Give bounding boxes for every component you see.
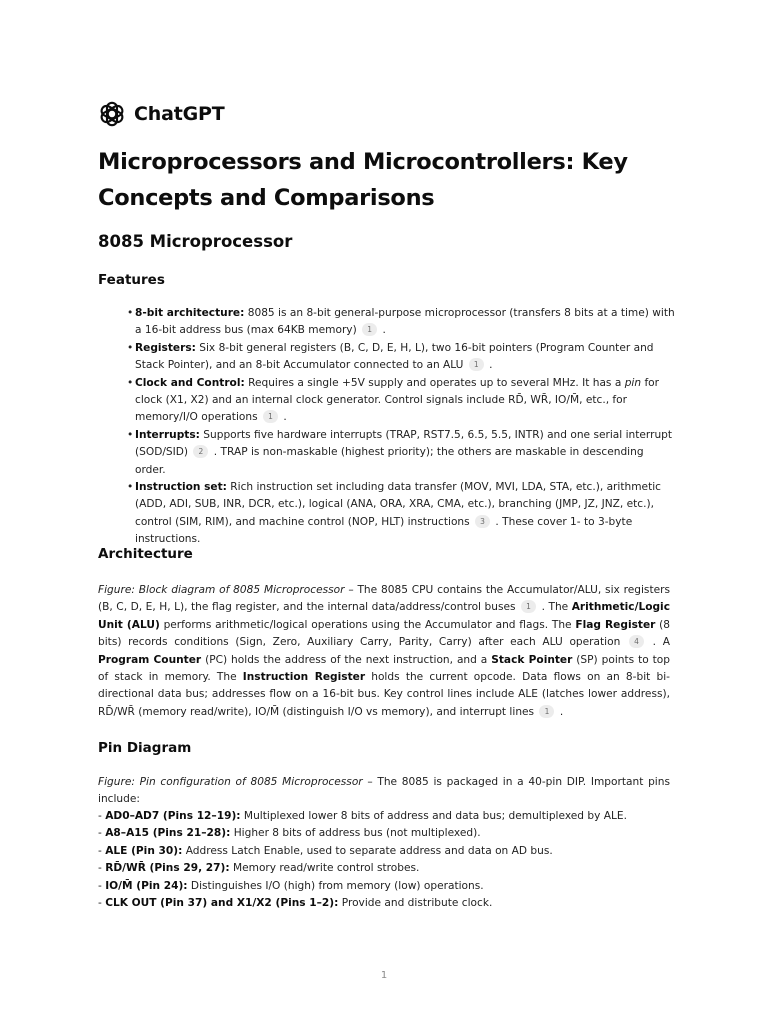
pin-item: - RD̄/WR̄ (Pins 29, 27): Memory read/write control strobes.: [98, 862, 420, 875]
page-title: Microprocessors and Microcontrollers: Key Concepts and Comparisons: [98, 149, 628, 211]
figure-caption: Figure: Pin configuration of 8085 Microprocessor: [98, 776, 363, 788]
pin-item: - A8–A15 (Pins 21–28): Higher 8 bits of address bus (not multiplexed).: [98, 827, 481, 840]
feature-item: • Instruction set: Rich instruction set including data transfer (MOV, MVI, LDA, STA, etc.), arithmetic (ADD, ADI, SUB, INR, DCR, etc.), logical (ANA, ORA, XRA, CMA, etc.), branching (JMP, JZ, JNZ, etc.), control (SIM, RIM), and machine control (NOP, HLT) instructions 3 . These cover 1- to 3-byte instructions.: [135, 479, 675, 549]
openai-logo-icon: [98, 100, 126, 128]
pin-item: - ALE (Pin 30): Address Latch Enable, used to separate address and data on AD bus.: [98, 844, 553, 857]
architecture-paragraph: Figure: Block diagram of 8085 Microprocessor – The 8085 CPU contains the Accumulator/ALU, six registers (B, C, D, E, H, L), the flag register, and the internal data/address/control buses 1 . The Arithmetic/Logic Unit (ALU) performs arithmetic/logical operations using the Accumulator and flags. The Flag Register (8 bits) records conditions (Sign, Zero, Auxiliary Carry, Parity, Carry) after each ALU operation 4 . A Program Counter (PC) holds the address of the next instruction, and a Stack Pointer (SP) points to top of stack in memory. The Instruction Register holds the current opcode. Data flows on an 8-bit bi-directional data bus; addresses flow on a 16-bit bus. Key control lines include ALE (latches lower address), RD̄/WR̄ (memory read/write), IO/M̄ (distinguish I/O vs memory), and interrupt lines 1 .: [98, 584, 671, 718]
citation-badge[interactable]: 1: [263, 410, 278, 423]
brand-name: ChatGPT: [134, 103, 225, 125]
feature-item: • Registers: Six 8-bit general registers (B, C, D, E, H, L), two 16-bit pointers (Program Counter and Stack Pointer), and an 8-bit Accumulator connected to an ALU 1 .: [135, 340, 675, 375]
citation-badge[interactable]: 1: [469, 358, 484, 371]
pin-item: - AD0–AD7 (Pins 12–19): Multiplexed lower 8 bits of address and data bus; demultiplexed by ALE.: [98, 810, 627, 822]
feature-item: • 8-bit architecture: 8085 is an 8-bit general-purpose microprocessor (transfers 8 bits at a time) with a 16-bit address bus (max 64KB memory) 1 .: [135, 305, 675, 340]
pin-item: - CLK OUT (Pin 37) and X1/X2 (Pins 1–2): Provide and distribute clock.: [98, 897, 493, 910]
features-heading: Features: [98, 272, 165, 288]
pin-list: [98, 808, 670, 912]
architecture-heading: Architecture: [98, 546, 193, 562]
page-number: 1: [380, 970, 388, 981]
figure-caption: Figure: Block diagram of 8085 Microprocessor: [98, 584, 345, 596]
citation-badge[interactable]: 2: [193, 445, 208, 458]
citation-badge[interactable]: 4: [629, 635, 644, 648]
features-list: [135, 305, 675, 549]
brand-header: [98, 100, 224, 128]
citation-badge[interactable]: 3: [475, 515, 490, 528]
citation-badge[interactable]: 1: [539, 705, 554, 718]
feature-item: • Interrupts: Supports five hardware interrupts (TRAP, RST7.5, 6.5, 5.5, INTR) and one serial interrupt (SOD/SID) 2 . TRAP is non-maskable (highest priority); the others are maskable in descending order.: [135, 427, 675, 479]
citation-badge[interactable]: 1: [521, 600, 536, 613]
feature-item: • Clock and Control: Requires a single +5V supply and operates up to several MHz. It has a pin for clock (X1, X2) and an internal clock generator. Control signals include RD̄, WR̄, IO/M̄, etc., for memory/I/O operations 1 .: [135, 375, 675, 427]
section-heading: 8085 Microprocessor: [98, 232, 293, 251]
citation-badge[interactable]: 1: [362, 323, 377, 336]
pin-intro-paragraph: Figure: Pin configuration of 8085 Microprocessor – The 8085 is packaged in a 40-pin DIP. Important pins include:: [98, 776, 670, 806]
pin-diagram-heading: Pin Diagram: [98, 740, 192, 756]
pin-item: - IO/M̄ (Pin 24): Distinguishes I/O (high) from memory (low) operations.: [98, 879, 484, 892]
